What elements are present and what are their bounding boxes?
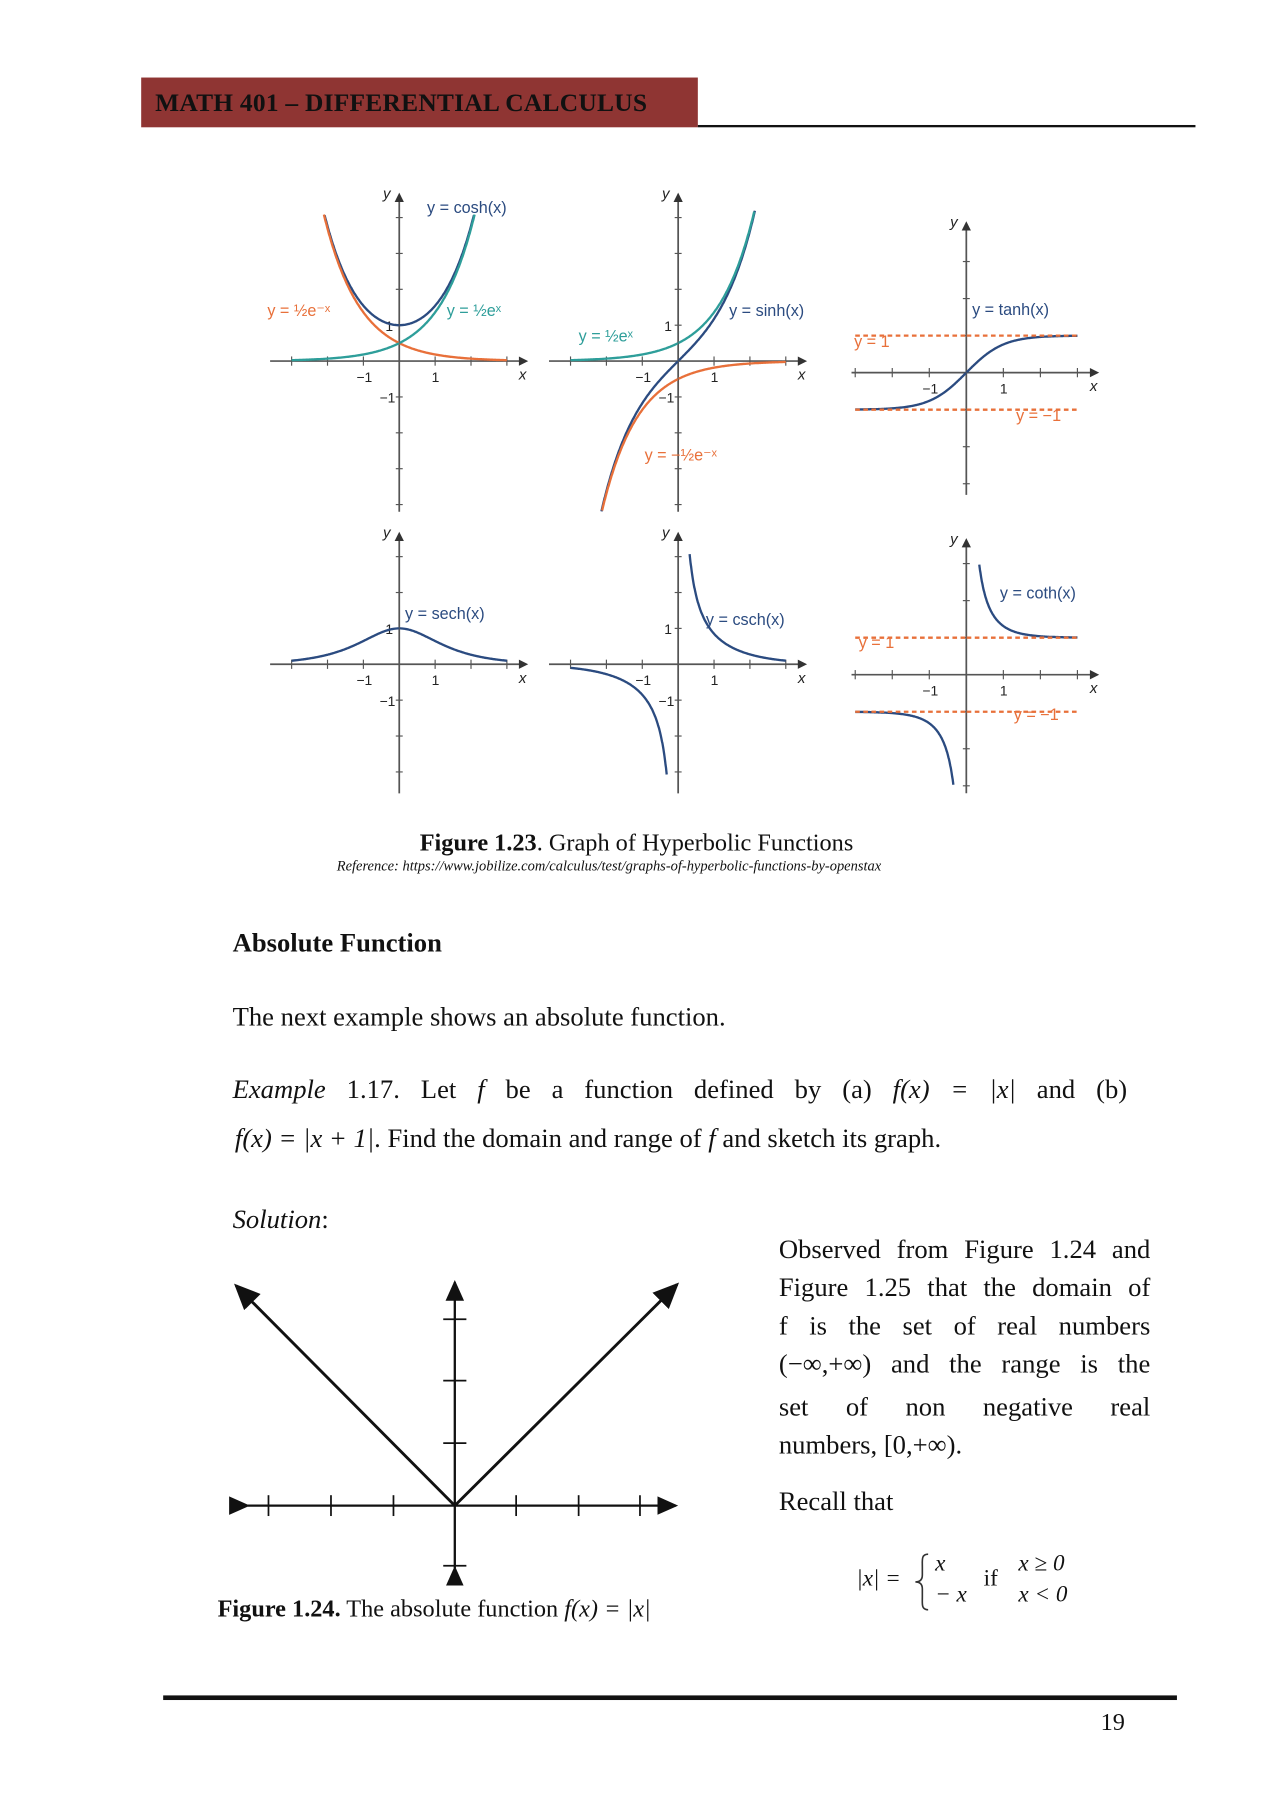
x-axis-label: x: [1089, 680, 1098, 698]
abs-right-branch: [455, 1285, 677, 1506]
tick-label: 1: [385, 621, 394, 638]
x-axis-label: x: [1089, 378, 1098, 396]
curve-label: y = 1: [854, 333, 890, 352]
caption-label: Figure 1.24.: [217, 1594, 341, 1623]
curve-label: y = csch(x): [705, 610, 785, 629]
y-axis-label: y: [383, 185, 391, 203]
curve-label: y = ½eˣ: [446, 301, 502, 320]
text: . Find the domain and range of: [374, 1123, 709, 1153]
tick-label: −1: [922, 682, 939, 699]
tick-label: −1: [922, 380, 939, 397]
x-axis-arrow: [519, 660, 528, 669]
y-axis-arrow: [962, 221, 971, 230]
tick-label: 1: [999, 380, 1008, 397]
tick-label: 1: [999, 682, 1008, 699]
tick-label: 1: [710, 672, 719, 689]
solution-label: [233, 1205, 329, 1235]
figure-1-23-caption: [0, 829, 1273, 858]
paragraph-line: numbers, [0,+∞).: [778, 1430, 963, 1460]
y-axis-arrow: [962, 538, 971, 547]
curve-label: y = −½e⁻ˣ: [644, 446, 717, 465]
tick-label: −1: [658, 692, 675, 709]
text: and (b): [1036, 1075, 1128, 1105]
course-title: MATH 401 – DIFFERENTIAL CALCULUS: [155, 87, 648, 117]
math-f: f: [708, 1123, 716, 1153]
page-number: 19: [1100, 1708, 1125, 1736]
caption-text: The absolute function: [340, 1594, 565, 1623]
x-axis-arrow: [1090, 368, 1099, 377]
curve-label: y = −1: [1016, 407, 1062, 426]
x-axis-label: x: [797, 669, 806, 687]
math-f: f: [477, 1075, 485, 1105]
math-fa: f(x) = |x|: [892, 1075, 1016, 1105]
tick-label: −1: [635, 368, 652, 385]
case-2: − x: [935, 1581, 967, 1608]
tick-label: 1: [431, 672, 440, 689]
tick-label: 1: [664, 621, 672, 638]
y-axis-label: y: [661, 524, 670, 542]
tick-label: −1: [356, 672, 373, 689]
caption-math: f(x) = |x|: [564, 1594, 651, 1623]
curve-label: y = ½eˣ: [578, 327, 633, 346]
curve-label: y = tanh(x): [972, 300, 1050, 319]
tick-label: 1: [431, 368, 440, 385]
tick-label: −1: [658, 389, 675, 406]
brace-icon: [914, 1553, 930, 1611]
text: Solution: [232, 1204, 322, 1234]
y-axis-label: y: [950, 530, 958, 548]
caption-text: . Graph of Hyperbolic Functions: [536, 828, 854, 857]
case-1: x: [935, 1550, 946, 1577]
section-heading: Absolute Function: [232, 928, 442, 958]
curve-label: y = coth(x): [999, 584, 1076, 603]
tick-label: 1: [664, 317, 672, 334]
example-label: Example: [232, 1075, 326, 1105]
x-axis-label: x: [518, 669, 527, 687]
tick-label: −1: [635, 672, 652, 689]
hyperbolic-functions-figure: [0, 0, 1273, 810]
absolute-function-graph: [220, 1267, 694, 1585]
y-axis-arrow: [674, 532, 683, 541]
curve-neghalfexpneg: [602, 362, 786, 510]
tick-label: −1: [379, 692, 396, 709]
text: be a function defined by (a): [505, 1075, 893, 1105]
condition-2: x < 0: [1018, 1581, 1068, 1608]
x-axis-label: x: [797, 366, 806, 384]
tick-label: 1: [710, 368, 719, 385]
y-axis-arrow: [395, 193, 404, 202]
x-axis-label: x: [518, 366, 527, 384]
if-word: if: [983, 1565, 998, 1592]
y-axis-arrow: [674, 193, 683, 202]
math-fb: f(x) = |x + 1|: [234, 1123, 375, 1153]
tick-label: −1: [356, 368, 373, 385]
curve-label: y = ½e⁻ˣ: [267, 301, 331, 320]
curve-label: y = cosh(x): [427, 198, 507, 217]
curve-label: y = 1: [858, 634, 895, 653]
text: and sketch its graph.: [715, 1123, 942, 1153]
footer-rule: [163, 1695, 1177, 1700]
curve-label: y = sech(x): [405, 605, 485, 624]
piecewise-lhs: |x| =: [856, 1565, 901, 1592]
paragraph-line: Observed from Figure 1.24 and: [778, 1234, 1151, 1264]
condition-1: x ≥ 0: [1018, 1550, 1065, 1577]
paragraph-line: set of non negative real: [778, 1392, 1151, 1422]
y-axis-label: y: [950, 214, 958, 232]
y-axis-arrow: [395, 532, 404, 541]
caption-label: Figure 1.23: [419, 828, 537, 857]
text: 1.17. Let: [325, 1075, 478, 1105]
text: :: [321, 1204, 329, 1234]
abs-piecewise-definition: [856, 1551, 1122, 1616]
paragraph-line: (−∞,+∞) and the range is the: [778, 1349, 1151, 1379]
curve-label: y = sinh(x): [729, 301, 805, 320]
paragraph-line: Figure 1.25 that the domain of: [778, 1272, 1151, 1302]
abs-left-branch: [236, 1286, 455, 1506]
curve-label: y = −1: [1013, 705, 1059, 724]
paragraph-line: f is the set of real numbers: [778, 1311, 1151, 1341]
observed-paragraph: [779, 1230, 1150, 1464]
intro-text: The next example shows an absolute function.: [232, 1002, 726, 1032]
x-axis-arrow: [798, 356, 807, 365]
figure-1-24-caption: [218, 1595, 651, 1624]
x-axis-arrow: [798, 660, 807, 669]
tick-label: 1: [385, 317, 394, 334]
recall-text: Recall that: [778, 1487, 894, 1517]
example-line-2: [235, 1124, 941, 1154]
example-line-1: [233, 1075, 1128, 1105]
y-axis-label: y: [661, 185, 670, 203]
y-axis-label: y: [383, 524, 391, 542]
x-axis-arrow: [1090, 670, 1099, 679]
x-axis-arrow: [519, 356, 528, 365]
figure-reference: Reference: https://www.jobilize.com/calculus/test/graphs-of-hyperbolic-functions-by-openstax: [336, 857, 882, 874]
tick-label: −1: [379, 389, 396, 406]
